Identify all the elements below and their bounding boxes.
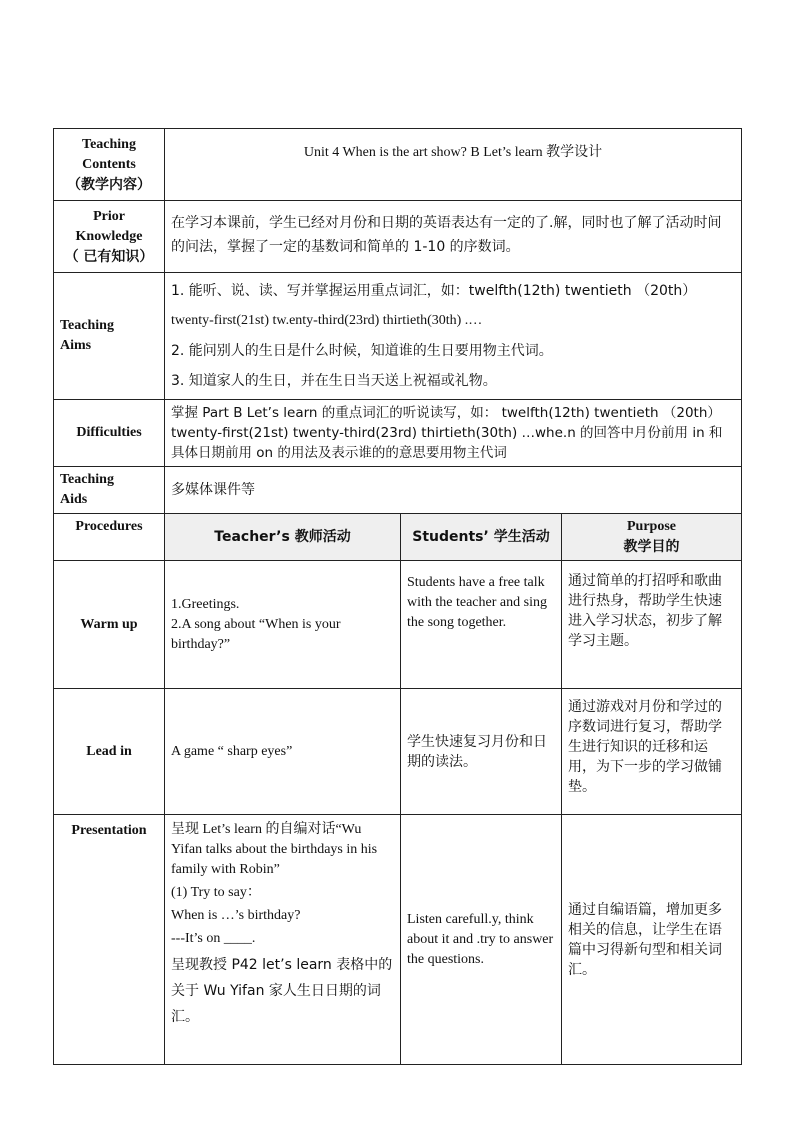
purpose-header: Purpose 教学目的 — [562, 514, 742, 561]
teaching-aims-label: Teaching Aims — [54, 273, 165, 400]
row-difficulties — [54, 400, 742, 467]
student-activity: Listen carefull.y, think about it and .try to answer the questions. — [401, 815, 562, 1065]
teacher-activity-header: Teacher’s 教师活动 — [165, 514, 401, 561]
student-activity-header: Students’ 学生活动 — [401, 514, 562, 561]
teaching-contents-label: Teaching Contents （教学内容） — [54, 129, 165, 201]
teacher-activity: 呈现 Let’s learn 的自编对话“Wu Yifan talks about the birthdays in his family with Robin” (1) Try to say： When is …’s birthday? ---It’s on ____. 呈现教授 P42 let’s learn 表格中的关于 Wu Yifan 家人生日日期的词汇。 — [165, 815, 401, 1065]
row-prior-knowledge — [54, 201, 742, 273]
difficulties-label: Difficulties — [54, 400, 165, 467]
teaching-aids-label: Teaching Aids — [54, 467, 165, 514]
row-warm-up — [54, 561, 742, 689]
step-label: Presentation — [54, 815, 165, 1065]
aim-item: 3. 知道家人的生日，并在生日当天送上祝福或礼物。 — [171, 373, 497, 389]
teacher-activity: A game “ sharp eyes” — [165, 689, 401, 815]
teaching-contents-value: Unit 4 When is the art show? B Let’s learn 教学设计 — [165, 129, 742, 201]
purpose: 通过游戏对月份和学过的序数词进行复习，帮助学生进行知识的迁移和运用，为下一步的学习做铺垫。 — [562, 689, 742, 815]
student-activity: 学生快速复习月份和日期的读法。 — [401, 689, 562, 815]
step-label: Warm up — [54, 561, 165, 689]
purpose: 通过简单的打招呼和歌曲进行热身，帮助学生快速进入学习状态，初步了解学习主题。 — [562, 561, 742, 689]
teacher-activity: 1.Greetings. 2.A song about “When is your birthday?” — [165, 561, 401, 689]
prior-knowledge-label: Prior Knowledge （ 已有知识） — [54, 201, 165, 273]
row-teaching-contents — [54, 129, 742, 201]
procedures-label: Procedures — [54, 514, 165, 561]
row-presentation — [54, 815, 742, 1065]
step-label: Lead in — [54, 689, 165, 815]
purpose: 通过自编语篇，增加更多相关的信息，让学生在语篇中习得新句型和相关词汇。 — [562, 815, 742, 1065]
aim-item: 2. 能问别人的生日是什么时候，知道谁的生日要用物主代词。 — [171, 343, 553, 359]
difficulties-value: 掌握 Part B Let’s learn 的重点词汇的听说读写，如： twelfth(12th) twentieth （20th）twenty-first(21st) twenty-third(23rd) thirtieth(30th) …whe.n 的回答中月份前用 in 和具体日期前用 on 的用法及表示谁的的意思要用物主代词 — [165, 400, 742, 467]
student-activity: Students have a free talk with the teacher and sing the song together. — [401, 561, 562, 689]
row-teaching-aims — [54, 273, 742, 400]
row-teaching-aids — [54, 467, 742, 514]
prior-knowledge-value: 在学习本课前，学生已经对月份和日期的英语表达有一定的了.解，同时也了解了活动时间的问法，掌握了一定的基数词和简单的 1-10 的序数词。 — [165, 201, 742, 273]
teaching-aims-value — [165, 273, 742, 400]
aim-item: twenty-first(21st) tw.enty-third(23rd) thirtieth(30th) .… — [171, 313, 483, 328]
lesson-plan-table — [53, 128, 742, 1065]
row-lead-in — [54, 689, 742, 815]
aim-item: 1. 能听、说、读、写并掌握运用重点词汇，如：twelfth(12th) twentieth （20th） — [171, 283, 697, 299]
row-procedures-header — [54, 514, 742, 561]
teaching-aids-value: 多媒体课件等 — [165, 467, 742, 514]
